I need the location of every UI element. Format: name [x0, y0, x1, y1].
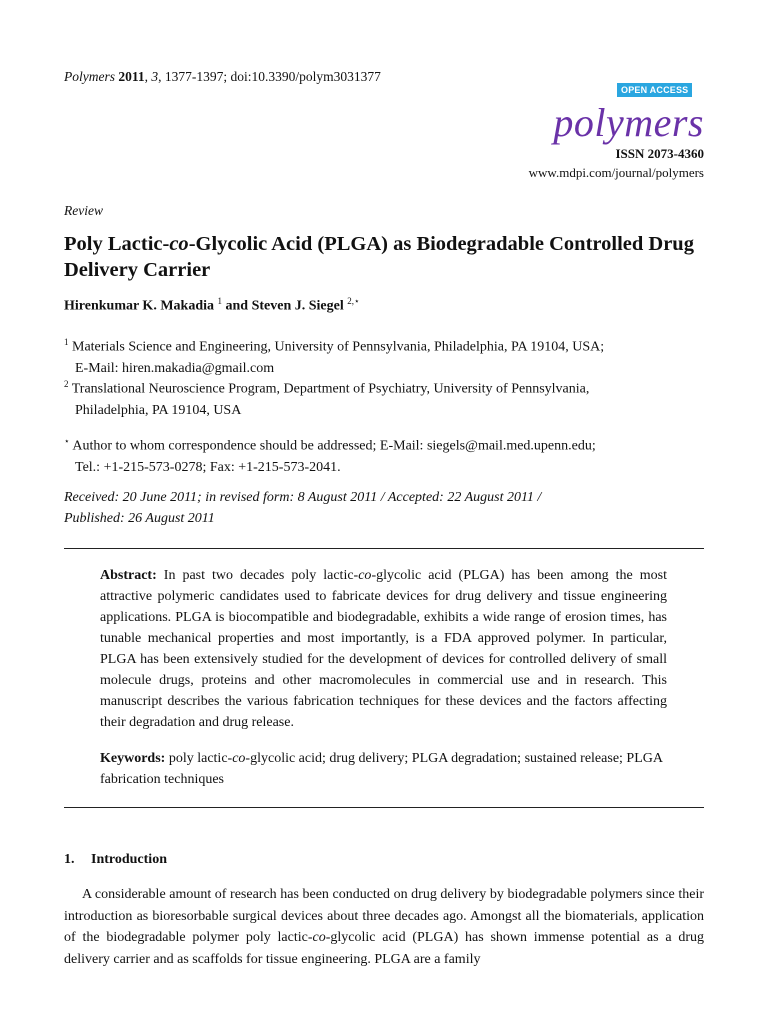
- aff2-sup: 2: [64, 379, 69, 389]
- authors-and: and Steven J. Siegel: [222, 298, 348, 314]
- section-heading: [64, 852, 167, 868]
- keywords-italic: co: [232, 751, 246, 766]
- article-title: [64, 231, 704, 283]
- affiliation-2: [64, 374, 704, 421]
- journal-logo: polymers: [553, 100, 704, 145]
- abstract: [100, 565, 667, 733]
- abstract-italic: co: [358, 568, 372, 583]
- citation-year: 2011: [118, 69, 145, 84]
- citation-volume: 3: [151, 69, 159, 84]
- title-part2: -Glycolic Acid (PLGA) as Biodegradable Controlled Drug Delivery Carrier: [64, 233, 694, 281]
- author-1-sup: 1: [217, 296, 223, 306]
- article-type: Review: [64, 203, 103, 218]
- aff1-email[interactable]: E-Mail: hiren.makadia@gmail.com: [75, 360, 275, 376]
- keywords-text-b: -glycolic acid; drug delivery; PLGA degradation; sustained release; PLGA fabrication techniques: [100, 751, 663, 787]
- citation-pages-doi: , 1377-1397; doi:10.3390/polym3031377: [158, 69, 381, 84]
- para-text-a: A considerable amount of research has been conducted on drug delivery by biodegradable polymers since their introduction as bioresorbable surgical devices about three decades ago. Amongst all the biomaterials, application of the biodegradable polymer poly lactic-: [64, 887, 704, 945]
- journal-name: Polymers: [64, 69, 115, 84]
- correspondence: [64, 431, 704, 478]
- open-access-badge: OPEN ACCESS: [617, 83, 692, 97]
- bottom-divider: [64, 807, 704, 808]
- journal-url[interactable]: www.mdpi.com/journal/polymers: [528, 165, 704, 180]
- section-title: Introduction: [91, 852, 167, 867]
- abstract-text-a: In past two decades poly lactic-: [156, 568, 359, 583]
- author-2-sup: 2,⋆: [347, 296, 360, 306]
- keywords: [100, 748, 667, 790]
- corr-sup: ⋆: [64, 436, 70, 446]
- keywords-label: Keywords:: [100, 751, 166, 766]
- abstract-label: Abstract:: [100, 568, 157, 583]
- publication-dates: [64, 487, 541, 529]
- para-text-b: -glycolic acid (PLGA) has shown immense potential as a drug delivery carrier and as scaffolds for tissue engineering. PLGA are a family: [64, 930, 704, 967]
- aff1-line1: Materials Science and Engineering, University of Pennsylvania, Philadelphia, PA 19104, USA;: [68, 339, 605, 355]
- para-italic: co: [312, 930, 326, 945]
- author-1: Hirenkumar K. Makadia: [64, 298, 218, 314]
- citation-line: Polymers 2011, 3, 1377-1397; doi:10.3390/polym3031377: [64, 69, 381, 84]
- corr-line2: Tel.: +1-215-573-0278; Fax: +1-215-573-2041.: [75, 459, 341, 475]
- section-number: 1.: [64, 852, 75, 867]
- author-list: [64, 296, 360, 315]
- title-italic: co: [169, 233, 189, 255]
- dates-line1: Received: 20 June 2011; in revised form: 8 August 2011 / Accepted: 22 August 2011 /: [64, 490, 542, 505]
- abstract-text-b: -glycolic acid (PLGA) has been among the most attractive polymeric candidates used to fabricate devices for drug delivery and tissue engineering applications. PLGA is biocompatible and biodegradable, exhibits a wide range of erosion times, has tunable mechanical properties and most importantly, is a FDA approved polymer. In particular, PLGA has been extensively studied for the development of devices for controlled delivery of small molecule drugs, proteins and other macromolecules in commercial use and in research. This manuscript describes the various fabrication techniques for these devices and the factors affecting their degradation and drug release.: [100, 568, 667, 730]
- issn: ISSN 2073-4360: [615, 146, 704, 161]
- keywords-text-a: poly lactic-: [165, 751, 233, 766]
- title-part1: Poly Lactic-: [64, 233, 170, 255]
- corr-line1[interactable]: Author to whom correspondence should be addressed; E-Mail: siegels@mail.med.upenn.edu;: [69, 438, 596, 454]
- intro-paragraph: [64, 884, 704, 970]
- affiliation-1: [64, 332, 704, 379]
- aff1-sup: 1: [64, 337, 69, 347]
- aff2-line1: Translational Neuroscience Program, Department of Psychiatry, University of Pennsylvania,: [68, 381, 590, 397]
- aff2-line2: Philadelphia, PA 19104, USA: [75, 402, 242, 418]
- top-divider: [64, 548, 704, 549]
- dates-line2: Published: 26 August 2011: [64, 511, 215, 526]
